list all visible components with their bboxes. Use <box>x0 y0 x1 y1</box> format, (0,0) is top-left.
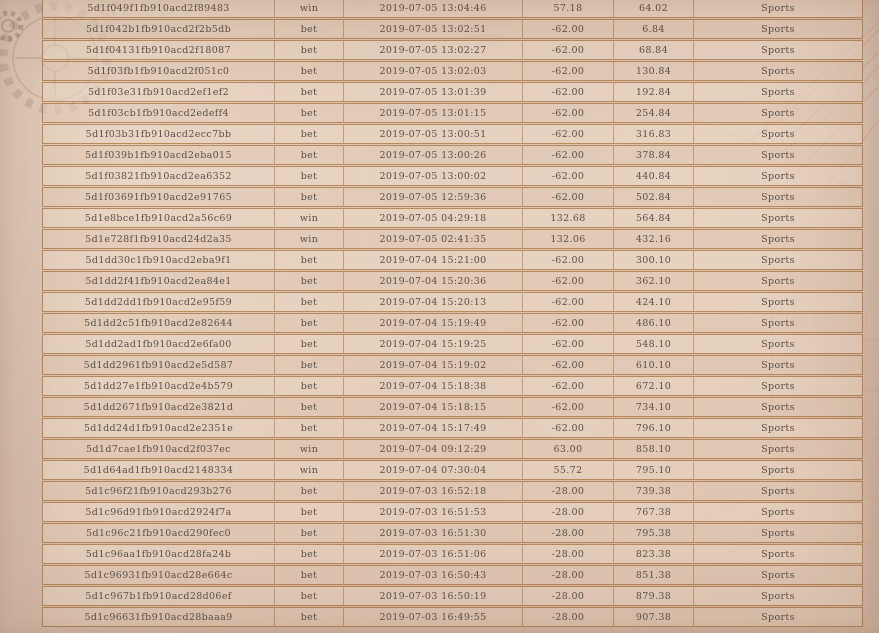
transaction-amount: -28.00 <box>522 545 613 563</box>
transaction-type: win <box>274 209 343 227</box>
transaction-category: Sports <box>693 314 862 332</box>
transaction-id: 5d1dd2dd1fb910acd2e95f59 <box>84 296 233 308</box>
table-row <box>42 40 863 60</box>
transaction-balance: 300.10 <box>613 251 693 269</box>
transaction-balance: 254.84 <box>613 104 693 122</box>
transaction-balance: 767.38 <box>613 503 693 521</box>
transaction-balance: 432.16 <box>613 230 693 248</box>
transaction-balance: 564.84 <box>613 209 693 227</box>
transaction-amount: -62.00 <box>522 251 613 269</box>
transaction-id: 5d1d64ad1fb910acd2148334 <box>83 464 234 476</box>
transaction-datetime: 2019-07-05 13:00:26 <box>343 146 522 164</box>
transaction-category: Sports <box>693 293 862 311</box>
table-row <box>42 334 863 354</box>
transaction-type: bet <box>274 608 343 626</box>
table-row <box>42 523 863 543</box>
transaction-amount: 132.06 <box>522 230 613 248</box>
transaction-balance: 362.10 <box>613 272 693 290</box>
transaction-category: Sports <box>693 125 862 143</box>
transaction-balance: 739.38 <box>613 482 693 500</box>
transaction-datetime: 2019-07-04 15:19:25 <box>343 335 522 353</box>
transaction-datetime: 2019-07-03 16:49:55 <box>343 608 522 626</box>
transaction-type: bet <box>274 377 343 395</box>
transaction-balance: 907.38 <box>613 608 693 626</box>
table-row <box>42 61 863 81</box>
transaction-balance: 486.10 <box>613 314 693 332</box>
transaction-category: Sports <box>693 335 862 353</box>
transaction-datetime: 2019-07-04 07:30:04 <box>343 461 522 479</box>
transaction-amount: -62.00 <box>522 419 613 437</box>
transaction-id: 5d1c96aa1fb910acd28fa24b <box>85 548 232 560</box>
transaction-datetime: 2019-07-04 15:19:49 <box>343 314 522 332</box>
transaction-type: bet <box>274 167 343 185</box>
transaction-balance: 672.10 <box>613 377 693 395</box>
transaction-id: 5d1dd2f41fb910acd2ea84e1 <box>85 275 232 287</box>
transaction-category: Sports <box>693 104 862 122</box>
transaction-balance: 795.10 <box>613 461 693 479</box>
transaction-type: bet <box>274 125 343 143</box>
transaction-balance: 795.38 <box>613 524 693 542</box>
table-row <box>42 145 863 165</box>
transaction-datetime: 2019-07-03 16:51:53 <box>343 503 522 521</box>
transaction-id: 5d1f03b31fb910acd2ecc7bb <box>85 128 232 140</box>
transaction-category: Sports <box>693 272 862 290</box>
transaction-balance: 823.38 <box>613 545 693 563</box>
transaction-amount: -62.00 <box>522 314 613 332</box>
table-row <box>42 355 863 375</box>
transaction-type: bet <box>274 545 343 563</box>
table-row <box>42 544 863 564</box>
transaction-category: Sports <box>693 503 862 521</box>
transaction-datetime: 2019-07-03 16:50:19 <box>343 587 522 605</box>
transaction-balance: 879.38 <box>613 587 693 605</box>
transaction-amount: -28.00 <box>522 608 613 626</box>
transaction-type: bet <box>274 524 343 542</box>
transaction-datetime: 2019-07-03 16:51:30 <box>343 524 522 542</box>
table-row <box>42 271 863 291</box>
transaction-amount: -28.00 <box>522 482 613 500</box>
transaction-category: Sports <box>693 356 862 374</box>
table-row <box>42 19 863 39</box>
transaction-balance: 610.10 <box>613 356 693 374</box>
table-row <box>42 229 863 249</box>
transaction-id: 5d1c96631fb910acd28baaa9 <box>84 611 233 623</box>
transaction-id: 5d1dd2671fb910acd2e3821d <box>83 401 234 413</box>
transaction-id: 5d1c967b1fb910acd28d06ef <box>85 590 232 602</box>
table-row <box>42 82 863 102</box>
transaction-amount: -62.00 <box>522 398 613 416</box>
transaction-category: Sports <box>693 398 862 416</box>
transaction-type: win <box>274 0 343 17</box>
transaction-datetime: 2019-07-04 15:18:15 <box>343 398 522 416</box>
transaction-id: 5d1c96931fb910acd28e664c <box>84 569 233 581</box>
transaction-datetime: 2019-07-05 04:29:18 <box>343 209 522 227</box>
transaction-datetime: 2019-07-04 09:12:29 <box>343 440 522 458</box>
transaction-id: 5d1c96c21fb910acd290fec0 <box>86 527 231 539</box>
transaction-type: bet <box>274 587 343 605</box>
transaction-amount: -62.00 <box>522 167 613 185</box>
transaction-balance: 796.10 <box>613 419 693 437</box>
transactions-table <box>42 0 863 628</box>
transaction-balance: 858.10 <box>613 440 693 458</box>
transaction-id: 5d1d7cae1fb910acd2f037ec <box>86 443 231 455</box>
transaction-balance: 734.10 <box>613 398 693 416</box>
transaction-id: 5d1dd27e1fb910acd2e4b579 <box>83 380 234 392</box>
transaction-type: bet <box>274 314 343 332</box>
transaction-amount: -62.00 <box>522 146 613 164</box>
table-row <box>42 460 863 480</box>
transaction-type: bet <box>274 146 343 164</box>
transaction-amount: -62.00 <box>522 83 613 101</box>
transaction-category: Sports <box>693 377 862 395</box>
transaction-amount: -62.00 <box>522 41 613 59</box>
table-row <box>42 0 863 18</box>
transaction-datetime: 2019-07-05 13:00:02 <box>343 167 522 185</box>
transaction-datetime: 2019-07-05 13:02:03 <box>343 62 522 80</box>
transaction-type: bet <box>274 272 343 290</box>
transaction-type: bet <box>274 503 343 521</box>
transaction-category: Sports <box>693 251 862 269</box>
transaction-type: bet <box>274 482 343 500</box>
transaction-type: bet <box>274 104 343 122</box>
transaction-type: win <box>274 461 343 479</box>
transaction-amount: 63.00 <box>522 440 613 458</box>
transaction-id: 5d1f039b1fb910acd2eba015 <box>85 149 232 161</box>
transaction-type: bet <box>274 251 343 269</box>
transaction-amount: 132.68 <box>522 209 613 227</box>
transaction-category: Sports <box>693 440 862 458</box>
transaction-category: Sports <box>693 188 862 206</box>
transaction-category: Sports <box>693 0 862 17</box>
transaction-category: Sports <box>693 524 862 542</box>
transaction-id: 5d1f03cb1fb910acd2edeff4 <box>88 107 229 119</box>
transaction-id: 5d1f03e31fb910acd2ef1ef2 <box>87 86 230 98</box>
table-row <box>42 397 863 417</box>
table-row <box>42 586 863 606</box>
transaction-datetime: 2019-07-04 15:17:49 <box>343 419 522 437</box>
transaction-id: 5d1dd24d1fb910acd2e2351e <box>83 422 234 434</box>
transaction-amount: -62.00 <box>522 188 613 206</box>
transaction-datetime: 2019-07-04 15:20:36 <box>343 272 522 290</box>
transaction-balance: 64.02 <box>613 0 693 17</box>
table-row <box>42 124 863 144</box>
transaction-balance: 548.10 <box>613 335 693 353</box>
transaction-amount: -62.00 <box>522 272 613 290</box>
transaction-category: Sports <box>693 566 862 584</box>
transaction-id: 5d1f04131fb910acd2f18087 <box>86 44 231 56</box>
transaction-balance: 6.84 <box>613 20 693 38</box>
transaction-type: bet <box>274 356 343 374</box>
table-row <box>42 166 863 186</box>
transaction-datetime: 2019-07-04 15:18:38 <box>343 377 522 395</box>
transaction-category: Sports <box>693 209 862 227</box>
transaction-balance: 130.84 <box>613 62 693 80</box>
transaction-category: Sports <box>693 482 862 500</box>
transaction-datetime: 2019-07-05 12:59:36 <box>343 188 522 206</box>
transaction-balance: 851.38 <box>613 566 693 584</box>
transaction-id: 5d1dd2961fb910acd2e5d587 <box>83 359 234 371</box>
transaction-datetime: 2019-07-05 13:02:27 <box>343 41 522 59</box>
transaction-id: 5d1c96f21fb910acd293b276 <box>85 485 232 497</box>
transaction-datetime: 2019-07-04 15:19:02 <box>343 356 522 374</box>
table-row <box>42 502 863 522</box>
table-row <box>42 313 863 333</box>
transaction-id: 5d1dd2ad1fb910acd2e6fa00 <box>85 338 232 350</box>
transaction-amount: -62.00 <box>522 356 613 374</box>
transaction-balance: 440.84 <box>613 167 693 185</box>
transaction-type: bet <box>274 566 343 584</box>
table-row <box>42 103 863 123</box>
transaction-balance: 378.84 <box>613 146 693 164</box>
transaction-datetime: 2019-07-03 16:50:43 <box>343 566 522 584</box>
transaction-datetime: 2019-07-05 13:04:46 <box>343 0 522 17</box>
table-row <box>42 187 863 207</box>
transaction-type: bet <box>274 335 343 353</box>
table-row <box>42 250 863 270</box>
transaction-category: Sports <box>693 146 862 164</box>
transaction-amount: -62.00 <box>522 335 613 353</box>
table-row <box>42 439 863 459</box>
transaction-balance: 502.84 <box>613 188 693 206</box>
transaction-type: win <box>274 230 343 248</box>
transaction-balance: 316.83 <box>613 125 693 143</box>
transaction-amount: -28.00 <box>522 524 613 542</box>
transaction-id: 5d1c96d91fb910acd2924f7a <box>85 506 232 518</box>
transaction-datetime: 2019-07-05 13:00:51 <box>343 125 522 143</box>
transaction-amount: -62.00 <box>522 293 613 311</box>
transaction-category: Sports <box>693 461 862 479</box>
transaction-amount: -28.00 <box>522 503 613 521</box>
transaction-amount: -62.00 <box>522 377 613 395</box>
transaction-type: bet <box>274 62 343 80</box>
transaction-id: 5d1f03691fb910acd2e91765 <box>85 191 232 203</box>
transaction-id: 5d1dd2c51fb910acd2e82644 <box>84 317 233 329</box>
transaction-category: Sports <box>693 167 862 185</box>
transaction-datetime: 2019-07-05 13:01:15 <box>343 104 522 122</box>
transaction-id: 5d1f03fb1fb910acd2f051c0 <box>87 65 230 77</box>
transaction-category: Sports <box>693 545 862 563</box>
transaction-datetime: 2019-07-03 16:52:18 <box>343 482 522 500</box>
table-row <box>42 376 863 396</box>
transaction-type: bet <box>274 83 343 101</box>
transaction-amount: -62.00 <box>522 62 613 80</box>
transaction-amount: -62.00 <box>522 104 613 122</box>
transaction-type: bet <box>274 419 343 437</box>
transaction-category: Sports <box>693 608 862 626</box>
transaction-amount: 55.72 <box>522 461 613 479</box>
transaction-datetime: 2019-07-04 15:21:00 <box>343 251 522 269</box>
transaction-id: 5d1f049f1fb910acd2f89483 <box>87 2 230 14</box>
transaction-id: 5d1e728f1fb910acd24d2a35 <box>85 233 232 245</box>
transaction-category: Sports <box>693 230 862 248</box>
transaction-id: 5d1f03821fb910acd2ea6352 <box>85 170 232 182</box>
transaction-amount: -62.00 <box>522 20 613 38</box>
transaction-datetime: 2019-07-03 16:51:06 <box>343 545 522 563</box>
transaction-balance: 68.84 <box>613 41 693 59</box>
transaction-type: bet <box>274 398 343 416</box>
transaction-category: Sports <box>693 41 862 59</box>
transaction-type: bet <box>274 188 343 206</box>
transaction-amount: -28.00 <box>522 566 613 584</box>
transaction-datetime: 2019-07-05 13:01:39 <box>343 83 522 101</box>
transaction-type: bet <box>274 20 343 38</box>
table-row <box>42 292 863 312</box>
transaction-datetime: 2019-07-04 15:20:13 <box>343 293 522 311</box>
transaction-type: bet <box>274 41 343 59</box>
transaction-type: bet <box>274 293 343 311</box>
transaction-balance: 192.84 <box>613 83 693 101</box>
transaction-id: 5d1e8bce1fb910acd2a56c69 <box>84 212 233 224</box>
transaction-datetime: 2019-07-05 02:41:35 <box>343 230 522 248</box>
transaction-id: 5d1f042b1fb910acd2f2b5db <box>85 23 232 35</box>
table-row <box>42 418 863 438</box>
transaction-category: Sports <box>693 62 862 80</box>
table-row <box>42 208 863 228</box>
table-row <box>42 481 863 501</box>
table-row <box>42 607 863 627</box>
transaction-amount: 57.18 <box>522 0 613 17</box>
transaction-type: win <box>274 440 343 458</box>
transaction-datetime: 2019-07-05 13:02:51 <box>343 20 522 38</box>
transaction-category: Sports <box>693 20 862 38</box>
table-row <box>42 565 863 585</box>
transaction-balance: 424.10 <box>613 293 693 311</box>
transaction-category: Sports <box>693 587 862 605</box>
transaction-category: Sports <box>693 419 862 437</box>
transaction-category: Sports <box>693 83 862 101</box>
transaction-amount: -62.00 <box>522 125 613 143</box>
transaction-amount: -28.00 <box>522 587 613 605</box>
transaction-id: 5d1dd30c1fb910acd2eba9f1 <box>85 254 232 266</box>
